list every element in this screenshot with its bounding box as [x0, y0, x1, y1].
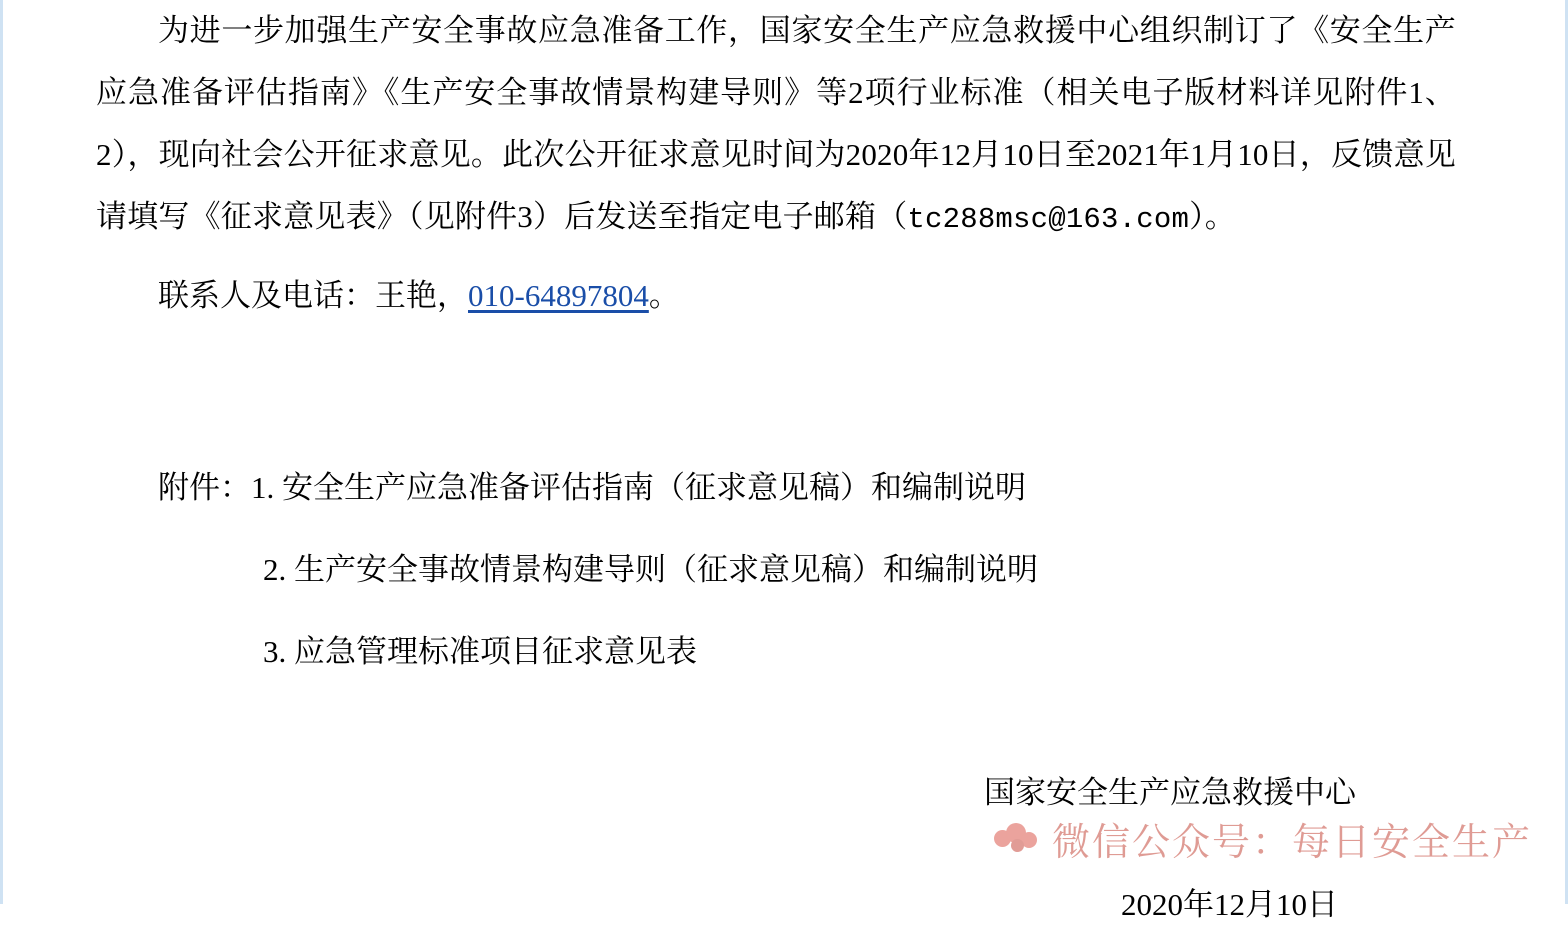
spacer-after-paragraph — [96, 251, 1456, 265]
contact-suffix: 。 — [648, 278, 680, 313]
attachment-line-2 — [96, 529, 1456, 611]
attachment-item-1: 1. 安全生产应急准备评估指南（征求意见稿）和编制说明 — [251, 470, 1026, 505]
attachment-line-3 — [96, 611, 1456, 693]
attachments-block — [96, 447, 1456, 693]
attachment-item-2: 2. 生产安全事故情景构建导则（征求意见稿）和编制说明 — [263, 552, 1038, 587]
paragraph-notice-text: 为进一步加强生产安全事故应急准备工作，国家安全生产应急救援中心组织制订了《安全生产应急准备评估指南》《生产安全事故情景构建导则》等2项行业标准（相关电子版材料详见附件1、2），现向社会公开征求意见。此次公开征求意见时间为2020年12月10日至2021年1月10日，反馈意见请填写《征求意见表》（见附件3）后发送至指定电子邮箱 — [96, 13, 1456, 234]
signature-organization: 国家安全生产应急救援中心 — [984, 775, 1356, 810]
contact-label: 联系人及电话：王艳， — [158, 278, 468, 313]
contact-phone-link[interactable]: 010-64897804 — [468, 278, 649, 313]
watermark-label: 微信公众号：每日安全生产 — [1051, 822, 1532, 864]
attachment-line-1 — [96, 447, 1456, 529]
signature-date: 2020年12月10日 — [1121, 887, 1338, 922]
paragraph-notice — [96, 0, 1456, 251]
document-body — [96, 0, 1456, 927]
contact-line — [96, 265, 1456, 327]
email-open-paren: （ — [876, 199, 908, 234]
email-close-paren: ）。 — [1189, 199, 1236, 234]
attachment-item-3: 3. 应急管理标准项目征求意见表 — [263, 634, 697, 669]
spacer-before-attachments — [96, 327, 1456, 447]
contact-email: tc288msc@163.com — [907, 203, 1190, 236]
attachments-label: 附件： — [158, 470, 251, 505]
left-edge-rule — [0, 0, 3, 904]
